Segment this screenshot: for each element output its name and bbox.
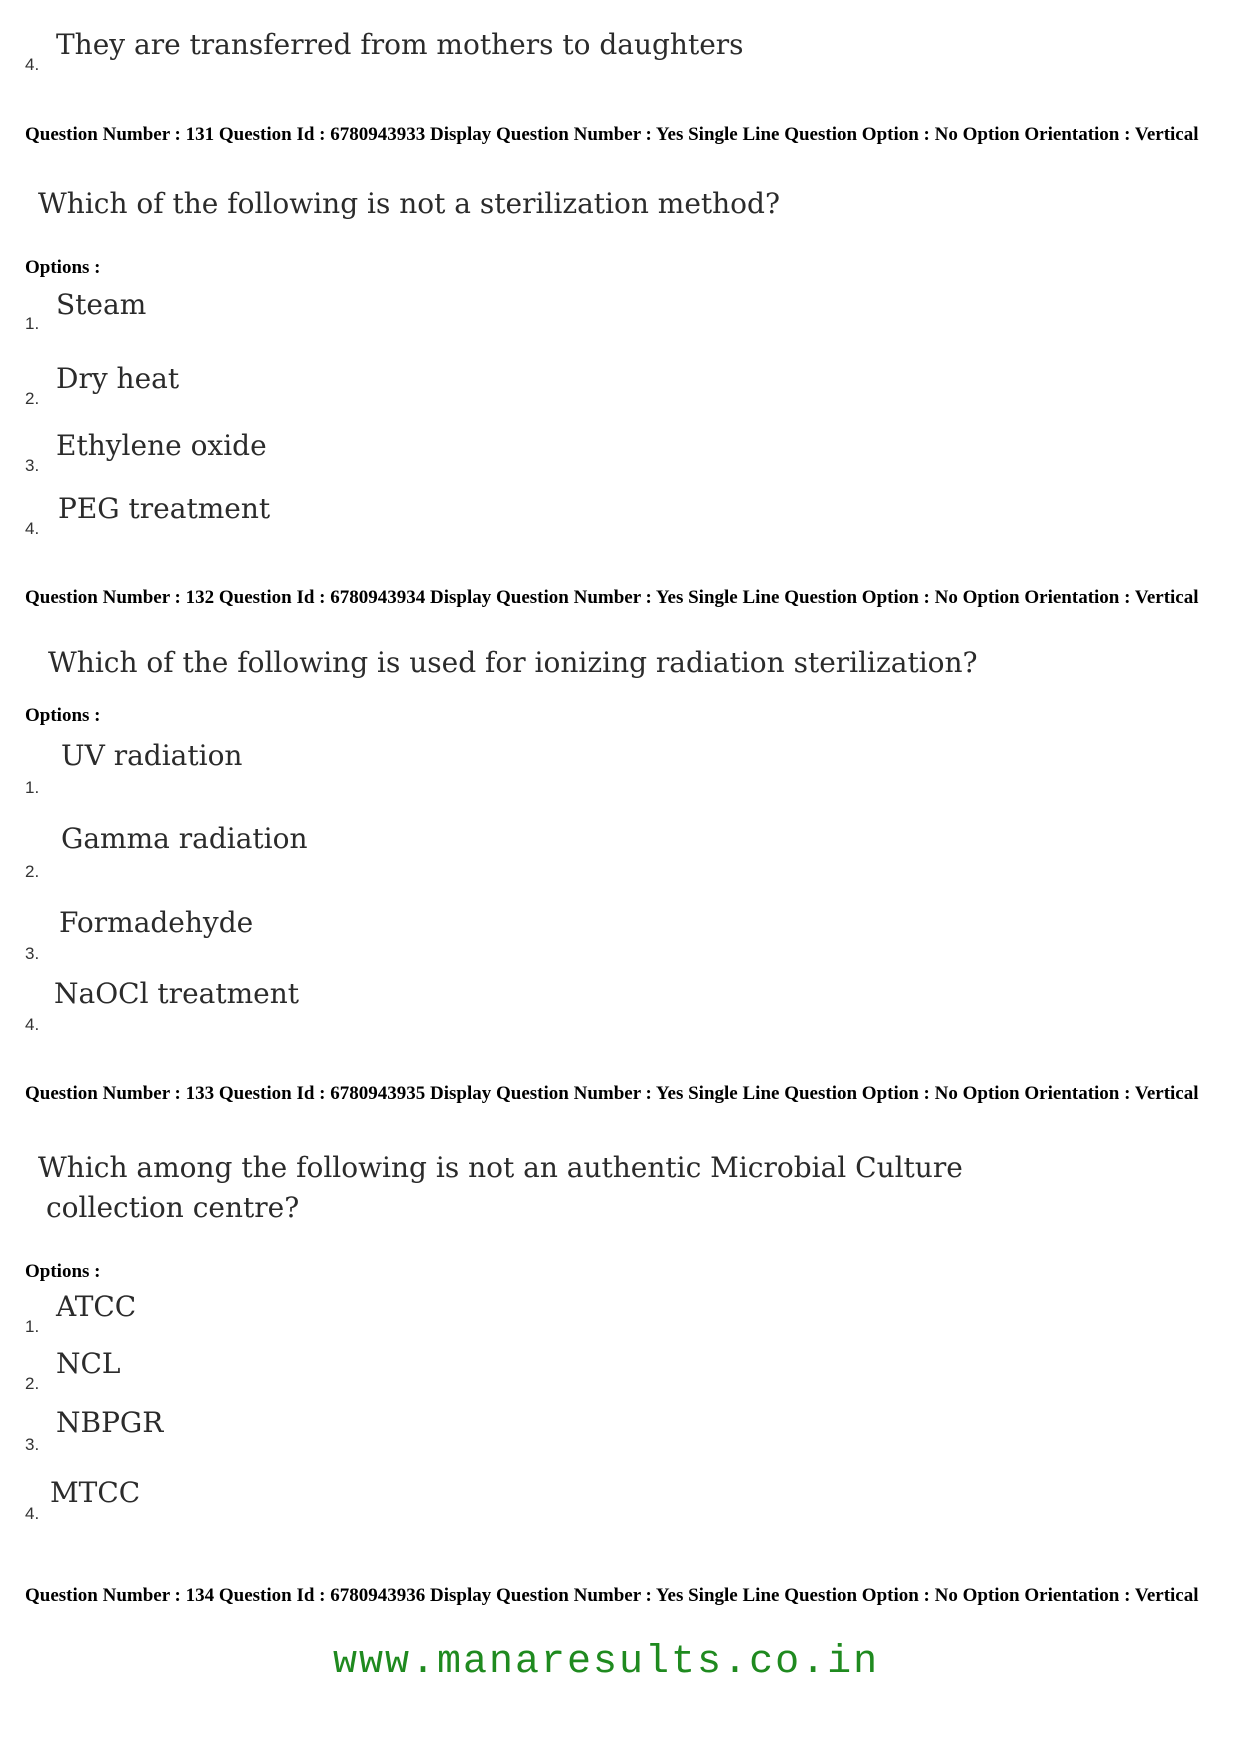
- option-number: 3.: [25, 944, 40, 963]
- question-text-line-2: collection centre?: [46, 1191, 300, 1224]
- option-number: 4.: [25, 1504, 40, 1523]
- option-text: Formadehyde: [59, 906, 254, 939]
- question-text: Which of the following is not a sterilization method?: [38, 187, 780, 220]
- option-text: ATCC: [56, 1290, 137, 1323]
- option-text: NaOCl treatment: [54, 977, 299, 1010]
- question-meta: Question Number : 132 Question Id : 6780943934 Display Question Number : Yes Single Line Question Option : No Option Orientation : Vertical: [25, 587, 1199, 608]
- options-heading: Options :: [25, 705, 101, 726]
- option-text: Gamma radiation: [61, 822, 308, 855]
- option-number: 2.: [25, 389, 40, 408]
- option-number: 3.: [25, 1435, 40, 1454]
- option-number: 2.: [25, 862, 40, 881]
- option-number: 2.: [25, 1374, 40, 1393]
- option-number: 3.: [25, 456, 40, 475]
- option-number: 1.: [25, 778, 40, 797]
- option-text: MTCC: [50, 1476, 141, 1509]
- option-number: 4.: [25, 519, 40, 538]
- option-text: They are transferred from mothers to daughters: [56, 28, 744, 61]
- option-number: 4.: [25, 1015, 40, 1034]
- question-meta: Question Number : 133 Question Id : 6780943935 Display Question Number : Yes Single Line Question Option : No Option Orientation : Vertical: [25, 1083, 1199, 1104]
- question-text-line-1: Which among the following is not an authentic Microbial Culture: [38, 1151, 963, 1184]
- option-text: Dry heat: [56, 362, 180, 395]
- footer-watermark: www.manaresults.co.in: [333, 1640, 880, 1685]
- option-number: 1.: [25, 314, 40, 333]
- option-text: Steam: [56, 288, 147, 321]
- option-text: PEG treatment: [58, 492, 271, 525]
- question-meta: Question Number : 131 Question Id : 6780943933 Display Question Number : Yes Single Line Question Option : No Option Orientation : Vertical: [25, 124, 1199, 145]
- options-heading: Options :: [25, 1261, 101, 1282]
- option-text: NBPGR: [56, 1406, 164, 1439]
- option-text: UV radiation: [61, 739, 243, 772]
- question-text: Which of the following is used for ionizing radiation sterilization?: [48, 646, 978, 679]
- option-text: Ethylene oxide: [56, 429, 267, 462]
- question-meta: Question Number : 134 Question Id : 6780943936 Display Question Number : Yes Single Line Question Option : No Option Orientation : Vertical: [25, 1585, 1199, 1606]
- options-heading: Options :: [25, 257, 101, 278]
- option-number: 1.: [25, 1317, 40, 1336]
- option-number: 4.: [25, 55, 40, 74]
- option-text: NCL: [56, 1347, 121, 1380]
